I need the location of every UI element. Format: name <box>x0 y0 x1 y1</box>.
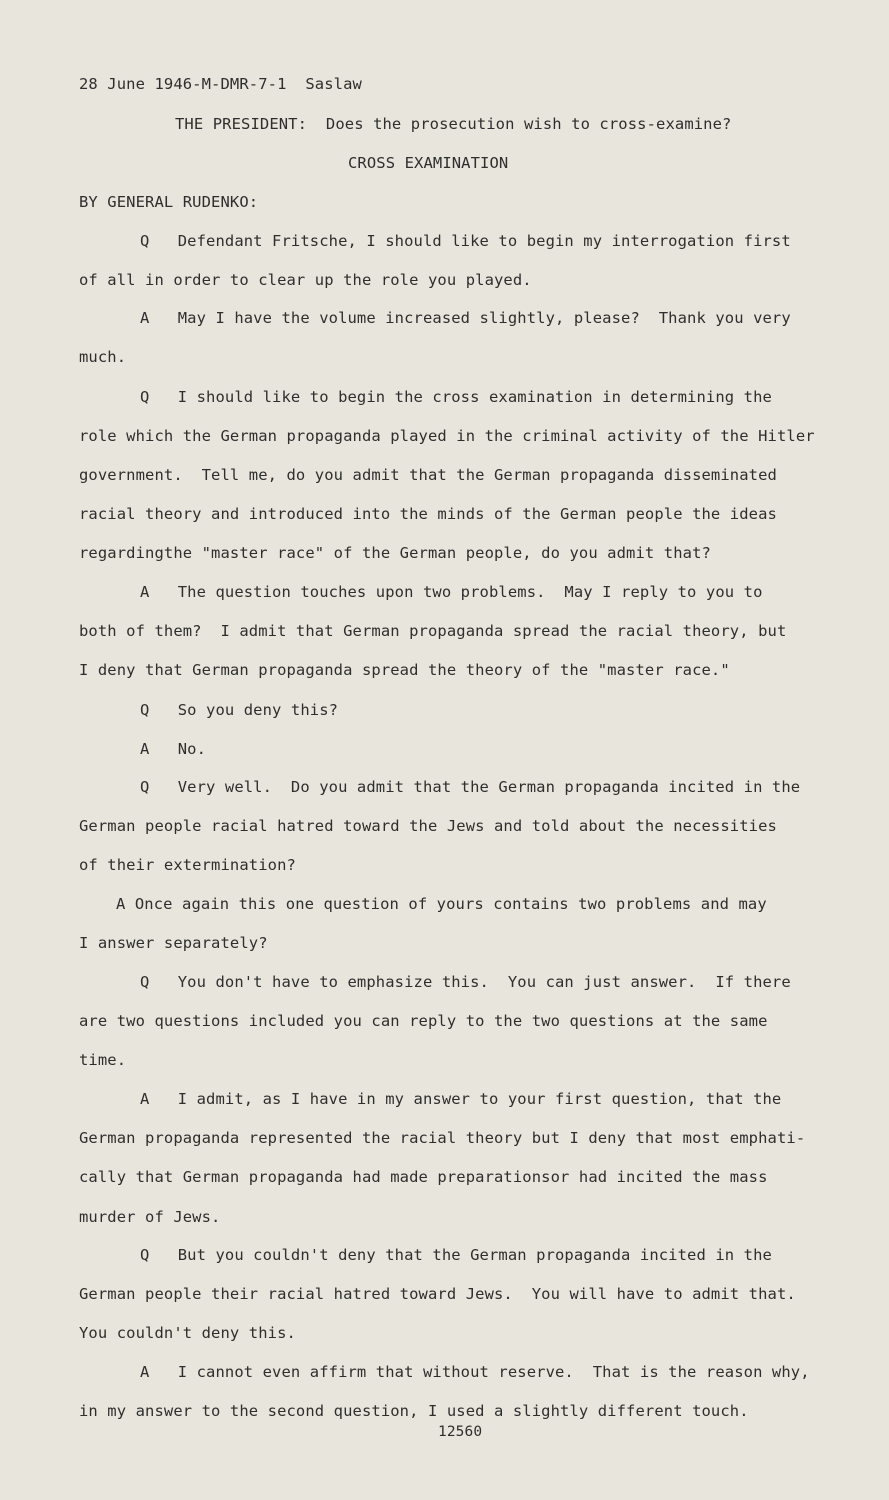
transcript-line: A May I have the volume increased slightly, please? Thank you very <box>140 309 791 327</box>
transcript-line: German people racial hatred toward the Jews and told about the necessities <box>79 817 777 835</box>
transcript-line: both of them? I admit that German propaganda spread the racial theory, but <box>79 622 787 640</box>
transcript-line: racial theory and introduced into the minds of the German people the ideas <box>79 505 777 523</box>
transcript-line: A Once again this one question of yours contains two problems and may <box>116 895 767 913</box>
transcript-line: Q Defendant Fritsche, I should like to begin my interrogation first <box>140 232 791 250</box>
transcript-line: A I cannot even affirm that without reserve. That is the reason why, <box>140 1363 810 1381</box>
president-line: THE PRESIDENT: Does the prosecution wish to cross-examine? <box>175 115 732 133</box>
transcript-line: role which the German propaganda played in the criminal activity of the Hitler <box>79 427 815 445</box>
transcript-line: are two questions included you can reply to the two questions at the same <box>79 1012 768 1030</box>
page-number: 12560 <box>438 1424 483 1440</box>
transcript-line: Q Very well. Do you admit that the German propaganda incited in the <box>140 778 801 796</box>
transcript-line: A I admit, as I have in my answer to your first question, that the <box>140 1090 782 1108</box>
transcript-line: Q But you couldn't deny that the German propaganda incited in the <box>140 1246 772 1264</box>
transcript-line: You couldn't deny this. <box>79 1324 296 1342</box>
document-reference: 28 June 1946-M-DMR-7-1 Saslaw <box>79 75 362 93</box>
transcript-line: time. <box>79 1051 127 1069</box>
transcript-line: much. <box>79 348 127 366</box>
transcript-line: of all in order to clear up the role you played. <box>79 271 532 289</box>
transcript-line: German people their racial hatred toward Jews. You will have to admit that. <box>79 1285 796 1303</box>
section-title: CROSS EXAMINATION <box>348 154 509 172</box>
transcript-line: German propaganda represented the racial theory but I deny that most emphati- <box>79 1129 806 1147</box>
transcript-line: in my answer to the second question, I used a slightly different touch. <box>79 1402 749 1420</box>
transcript-line: A No. <box>140 740 207 758</box>
examiner-line: BY GENERAL RUDENKO: <box>79 193 259 211</box>
transcript-line: government. Tell me, do you admit that the German propaganda disseminated <box>79 466 777 484</box>
transcript-line: I answer separately? <box>79 934 268 952</box>
transcript-line: Q So you deny this? <box>140 701 339 719</box>
transcript-line: A The question touches upon two problems. May I reply to you to <box>140 583 763 601</box>
transcript-line: of their extermination? <box>79 856 296 874</box>
transcript-line: Q You don't have to emphasize this. You can just answer. If there <box>140 973 791 991</box>
transcript-line: cally that German propaganda had made preparationsor had incited the mass <box>79 1168 768 1186</box>
transcript-line: regardingthe "master race" of the German people, do you admit that? <box>79 544 711 562</box>
transcript-line: I deny that German propaganda spread the theory of the "master race." <box>79 661 730 679</box>
transcript-line: murder of Jews. <box>79 1208 221 1226</box>
transcript-line: Q I should like to begin the cross examination in determining the <box>140 388 772 406</box>
